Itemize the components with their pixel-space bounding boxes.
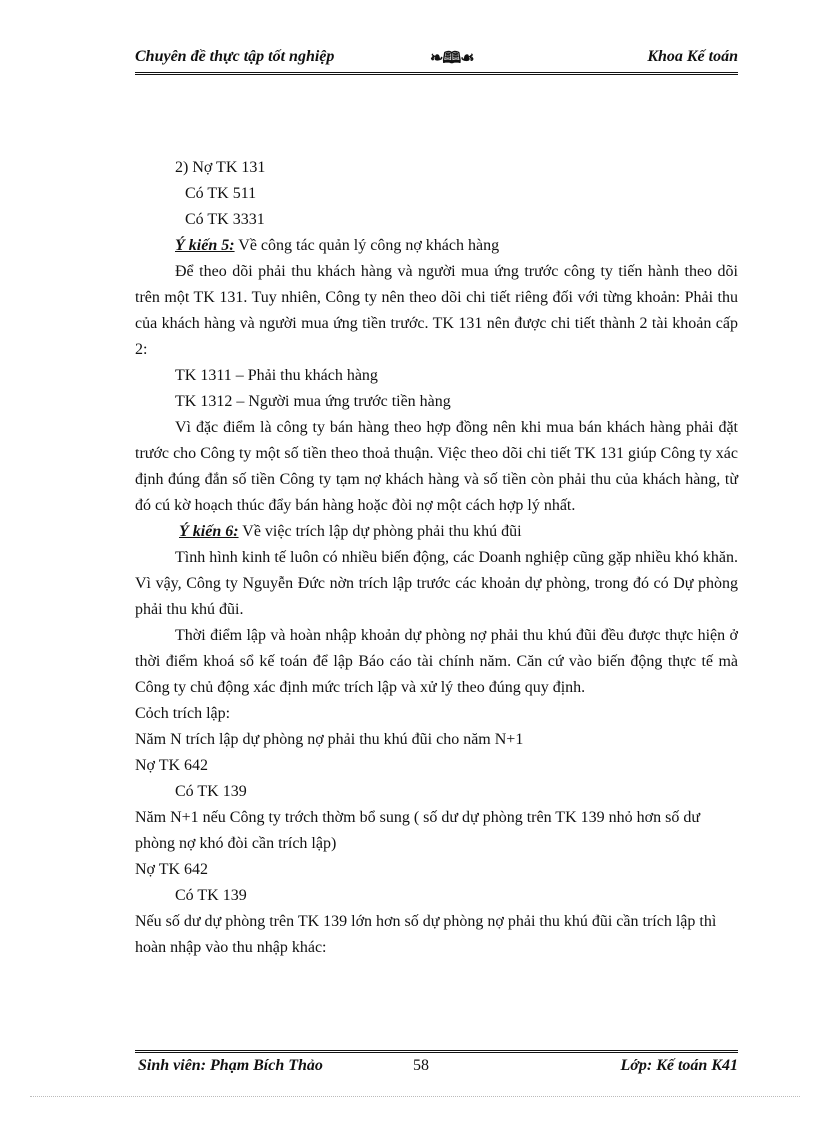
paragraph: Tình hình kinh tế luôn có nhiều biến động, các Doanh nghiệp cũng gặp nhiều khó khăn. Vì vậy, Công ty Nguyễn Đức nờn trích lập trước các khoản dự phòng, trong đó có Dự phòng phải thu khú đũi. bbox=[135, 549, 738, 618]
footer-class: Lớp: Kế toán K41 bbox=[620, 1057, 738, 1074]
journal-entry-credit: Có TK 3331 bbox=[185, 211, 265, 228]
journal-entry-debit: 2) Nợ TK 131 bbox=[175, 159, 266, 176]
opinion-title: Về việc trích lập dự phòng phải thu khú đũi bbox=[238, 523, 522, 540]
paragraph: Để theo dõi phải thu khách hàng và người mua ứng trước công ty tiến hành theo dõi trên một TK 131. Tuy nhiên, Công ty nên theo dõi chi tiết riêng đối với từng khoản: Phải thu của khách hàng và người mua ứng tiền trước. TK 131 nên được chi tiết thành 2 tài khoản cấp 2: bbox=[135, 263, 738, 358]
opinion-label: Ý kiến 5: bbox=[175, 237, 235, 254]
header-title: Chuyên đề thực tập tốt nghiệp bbox=[135, 48, 335, 65]
document-body bbox=[135, 155, 738, 961]
page-footer bbox=[135, 1055, 738, 1079]
header-department: Khoa Kế toán bbox=[647, 48, 738, 65]
opinion-label: Ý kiến 6: bbox=[179, 523, 239, 540]
opinion-title: Về công tác quản lý công nợ khách hàng bbox=[234, 237, 500, 254]
account-line: TK 1311 – Phải thu khách hàng bbox=[175, 367, 378, 384]
footer-student: Sinh viên: Phạm Bích Thảo bbox=[138, 1057, 323, 1074]
page-edge-divider bbox=[30, 1096, 800, 1097]
account-line: TK 1312 – Người mua ứng trước tiền hàng bbox=[175, 393, 451, 410]
text-line: Nếu số dư dự phòng trên TK 139 lớn hơn số dự phòng nợ phải thu khú đũi cần trích lập thì hoàn nhập vào thu nhập khác: bbox=[135, 913, 717, 956]
opinion-heading bbox=[135, 519, 738, 545]
paragraph: Thời điểm lập và hoàn nhập khoản dự phòng nợ phải thu khú đũi đều được thực hiện ở thời điểm khoá sổ kế toán để lập Báo cáo tài chính năm. Căn cứ vào biến động thực tế mà Công ty chủ động xác định mức trích lập và xử lý theo đúng quy định. bbox=[135, 627, 738, 696]
opinion-heading bbox=[135, 233, 738, 259]
journal-entry-credit: Có TK 139 bbox=[175, 783, 247, 800]
page-number: 58 bbox=[413, 1057, 429, 1074]
text-line: Năm N trích lập dự phòng nợ phải thu khú đũi cho năm N+1 bbox=[135, 731, 524, 748]
footer-divider bbox=[135, 1050, 738, 1053]
journal-entry-debit: Nợ TK 642 bbox=[135, 757, 209, 774]
journal-entry-credit: Có TK 139 bbox=[175, 887, 247, 904]
journal-entry-debit: Nợ TK 642 bbox=[135, 861, 209, 878]
method-line: Cỏch trích lập: bbox=[135, 705, 231, 722]
journal-entry-credit: Có TK 511 bbox=[185, 185, 257, 202]
text-line: Năm N+1 nếu Công ty trớch thờm bổ sung ( số dư dự phòng trên TK 139 nhỏ hơn số dư phòng nợ khó đòi cần trích lập) bbox=[135, 809, 700, 852]
page-header bbox=[135, 46, 738, 70]
header-divider bbox=[135, 72, 738, 75]
paragraph: Vì đặc điểm là công ty bán hàng theo hợp đồng nên khi mua bán khách hàng phải đặt trước cho Công ty một số tiền theo thoả thuận. Việc theo dõi chi tiết TK 131 giúp Công ty xác định đúng đắn số tiền Công ty tạm nợ khách hàng và số tiền còn phải thu của khách hàng, từ đó cú kờ hoạch thúc đẩy bán hàng hoặc đòi nợ một cách hợp lý nhất. bbox=[135, 419, 738, 514]
book-ornament-icon: ❧🕮☙ bbox=[430, 50, 474, 67]
